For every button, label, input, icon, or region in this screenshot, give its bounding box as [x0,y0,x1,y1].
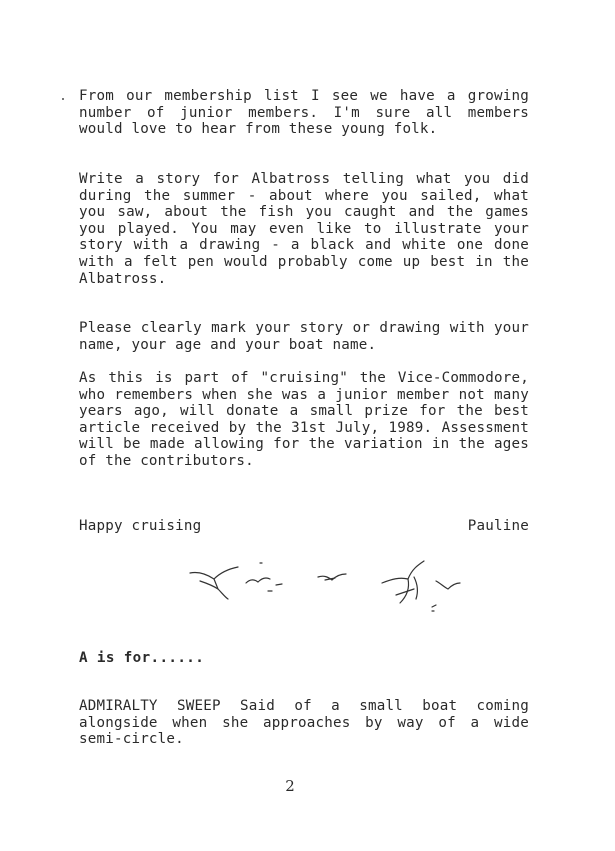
seagull-icon [436,581,460,589]
signoff-greeting: Happy cruising [79,518,202,534]
signoff-author: Pauline [467,518,529,534]
story-paragraph: Write a story for Albatross telling what you did during the summer - about where you sailed, what you saw, about the fish you caught and the games you played. You may even like to illustrate your story with a drawing - a black and white one done with a felt pen would probably come up best in the Albatross. [79,171,529,287]
page-number: 2 [285,777,295,795]
prize-paragraph: As this is part of "cruising" the Vice-Commodore, who remembers when she was a junior member not many years ago, will donate a small prize for the best article received by the 31st July, 1989. Assessment will be made allowing for the variation in the ages of the contributors. [79,370,529,469]
seagull-icon [246,578,270,583]
seagull-icon [190,567,238,579]
membership-paragraph: From our membership list I see we have a growing number of junior members. I'm sure all members would love to hear from these young folk. [79,88,529,138]
mark-paragraph: Please clearly mark your story or drawing with your name, your age and your boat name. [79,320,529,353]
seagulls-illustration [170,555,470,625]
section-heading: A is for...... [79,650,205,666]
seagull-icon [382,561,424,583]
glossary-entry: ADMIRALTY SWEEP Said of a small boat coming alongside when she approaches by way of a wide semi-circle. [79,698,529,748]
stray-mark [62,98,64,100]
